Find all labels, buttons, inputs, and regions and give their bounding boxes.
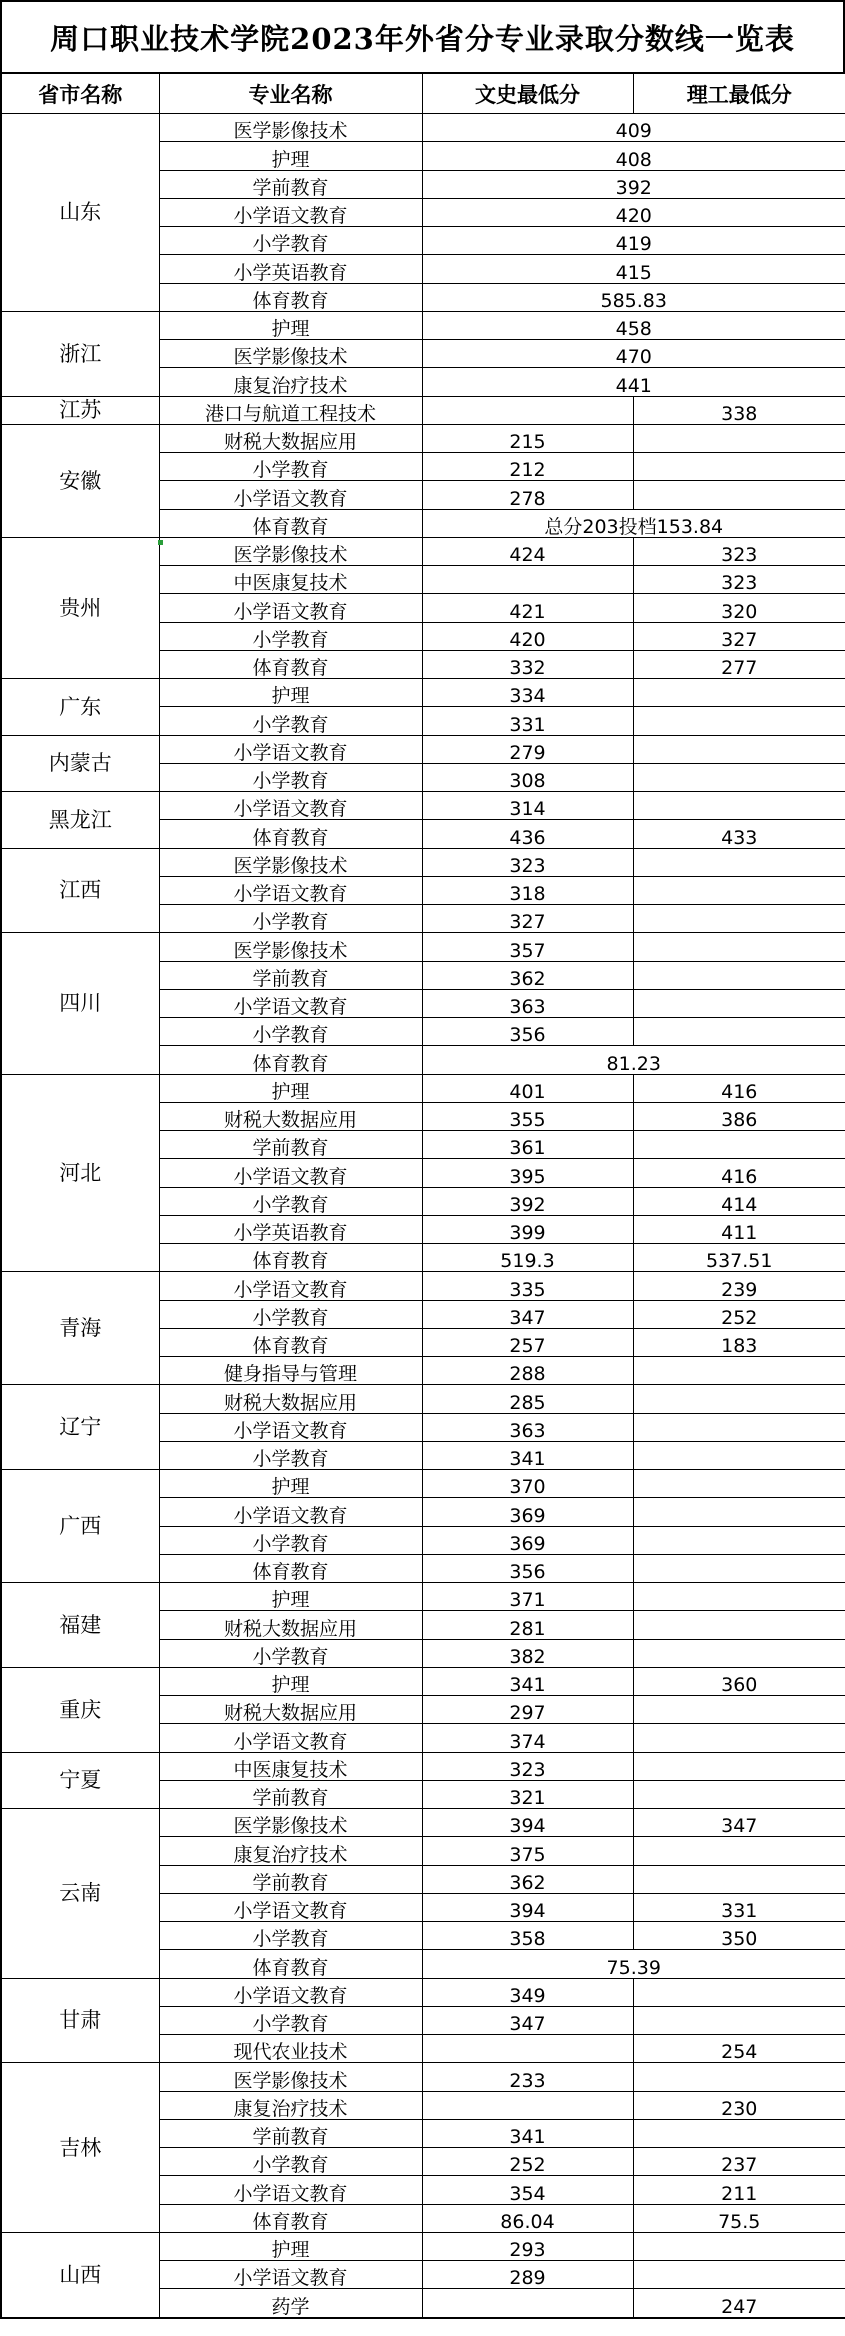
arts-score-cell (422, 2091, 633, 2119)
cell-marker (158, 540, 163, 545)
science-score-cell: 386 (633, 1102, 845, 1130)
table-row (1, 1752, 845, 1780)
arts-score-cell: 233 (422, 2063, 633, 2091)
science-score-cell: 347 (633, 1809, 845, 1837)
arts-score-cell: 357 (422, 933, 633, 961)
major-cell: 体育教育 (159, 283, 422, 311)
major-cell: 小学语文教育 (159, 1724, 422, 1752)
science-score-cell (633, 1413, 845, 1441)
province-cell: 黑龙江 (1, 792, 159, 849)
major-cell: 财税大数据应用 (159, 1102, 422, 1130)
arts-score-cell: 394 (422, 1893, 633, 1921)
province-cell: 四川 (1, 933, 159, 1074)
arts-score-cell: 297 (422, 1696, 633, 1724)
table-row (1, 735, 845, 763)
province-cell: 吉林 (1, 2063, 159, 2233)
province-cell: 辽宁 (1, 1385, 159, 1470)
header-province: 省市名称 (1, 73, 159, 114)
arts-score-cell: 335 (422, 1272, 633, 1300)
major-cell: 医学影像技术 (159, 1809, 422, 1837)
science-score-cell (633, 1865, 845, 1893)
arts-score-cell: 362 (422, 1865, 633, 1893)
science-score-cell (633, 848, 845, 876)
science-score-cell (633, 1554, 845, 1582)
major-cell: 体育教育 (159, 1328, 422, 1356)
province-cell: 安徽 (1, 424, 159, 537)
science-score-cell (633, 1018, 845, 1046)
table-row (1, 679, 845, 707)
table-row (1, 1978, 845, 2006)
major-cell: 小学教育 (159, 1639, 422, 1667)
major-cell: 医学影像技术 (159, 2063, 422, 2091)
major-cell: 学前教育 (159, 1865, 422, 1893)
science-score-cell (633, 1583, 845, 1611)
major-cell: 小学教育 (159, 1526, 422, 1554)
combined-score-cell: 458 (422, 311, 845, 339)
score-table (0, 72, 845, 2319)
province-cell: 贵州 (1, 537, 159, 678)
combined-score-cell: 585.83 (422, 283, 845, 311)
province-cell: 广西 (1, 1470, 159, 1583)
arts-score-cell (422, 566, 633, 594)
header-major: 专业名称 (159, 73, 422, 114)
science-score-cell (633, 933, 845, 961)
major-cell: 小学语文教育 (159, 1272, 422, 1300)
table-row (1, 1667, 845, 1695)
major-cell: 财税大数据应用 (159, 424, 422, 452)
science-score-cell: 416 (633, 1074, 845, 1102)
province-cell: 河北 (1, 1074, 159, 1272)
major-cell: 小学教育 (159, 1441, 422, 1469)
arts-score-cell: 285 (422, 1385, 633, 1413)
science-score-cell: 323 (633, 537, 845, 565)
arts-score-cell: 420 (422, 622, 633, 650)
science-score-cell: 254 (633, 2035, 845, 2063)
arts-score-cell: 215 (422, 424, 633, 452)
arts-score-cell: 436 (422, 820, 633, 848)
province-cell: 山东 (1, 114, 159, 312)
science-score-cell: 230 (633, 2091, 845, 2119)
major-cell: 小学教育 (159, 1922, 422, 1950)
major-cell: 小学语文教育 (159, 1159, 422, 1187)
major-cell: 健身指导与管理 (159, 1357, 422, 1385)
table-row (1, 114, 845, 142)
arts-score-cell: 212 (422, 453, 633, 481)
major-cell: 学前教育 (159, 2119, 422, 2147)
arts-score-cell (422, 2035, 633, 2063)
science-score-cell (633, 2063, 845, 2091)
major-cell: 小学语文教育 (159, 594, 422, 622)
science-score-cell: 331 (633, 1893, 845, 1921)
science-score-cell (633, 961, 845, 989)
arts-score-cell: 308 (422, 763, 633, 791)
province-cell: 甘肃 (1, 1978, 159, 2063)
science-score-cell (633, 1131, 845, 1159)
science-score-cell (633, 1357, 845, 1385)
arts-score-cell: 341 (422, 1667, 633, 1695)
arts-score-cell: 331 (422, 707, 633, 735)
table-row (1, 424, 845, 452)
table-row (1, 1470, 845, 1498)
major-cell: 中医康复技术 (159, 566, 422, 594)
major-cell: 小学语文教育 (159, 1978, 422, 2006)
major-cell: 康复治疗技术 (159, 1837, 422, 1865)
arts-score-cell: 363 (422, 1413, 633, 1441)
major-cell: 学前教育 (159, 1131, 422, 1159)
science-score-cell (633, 1441, 845, 1469)
arts-score-cell: 334 (422, 679, 633, 707)
science-score-cell (633, 763, 845, 791)
major-cell: 体育教育 (159, 1244, 422, 1272)
science-score-cell (633, 1611, 845, 1639)
science-score-cell: 75.5 (633, 2204, 845, 2232)
science-score-cell (633, 2006, 845, 2034)
major-cell: 护理 (159, 1667, 422, 1695)
science-score-cell: 338 (633, 396, 845, 424)
arts-score-cell: 361 (422, 1131, 633, 1159)
arts-score-cell: 392 (422, 1187, 633, 1215)
science-score-cell (633, 453, 845, 481)
arts-score-cell: 321 (422, 1780, 633, 1808)
major-cell: 体育教育 (159, 650, 422, 678)
combined-score-cell: 441 (422, 368, 845, 396)
arts-score-cell: 86.04 (422, 2204, 633, 2232)
major-cell: 护理 (159, 679, 422, 707)
major-cell: 港口与航道工程技术 (159, 396, 422, 424)
arts-score-cell: 293 (422, 2232, 633, 2260)
province-cell: 宁夏 (1, 1752, 159, 1809)
table-row (1, 537, 845, 565)
arts-score-cell: 424 (422, 537, 633, 565)
science-score-cell: 411 (633, 1215, 845, 1243)
arts-score-cell: 314 (422, 792, 633, 820)
major-cell: 康复治疗技术 (159, 368, 422, 396)
combined-score-cell: 81.23 (422, 1046, 845, 1074)
science-score-cell (633, 792, 845, 820)
science-score-cell (633, 1385, 845, 1413)
science-score-cell (633, 735, 845, 763)
major-cell: 学前教育 (159, 961, 422, 989)
major-cell: 小学教育 (159, 1018, 422, 1046)
major-cell: 小学教育 (159, 905, 422, 933)
major-cell: 小学教育 (159, 2148, 422, 2176)
science-score-cell: 327 (633, 622, 845, 650)
province-cell: 江苏 (1, 396, 159, 424)
science-score-cell (633, 1780, 845, 1808)
arts-score-cell: 382 (422, 1639, 633, 1667)
arts-score-cell: 257 (422, 1328, 633, 1356)
arts-score-cell: 421 (422, 594, 633, 622)
province-cell: 云南 (1, 1809, 159, 1979)
science-score-cell (633, 2119, 845, 2147)
major-cell: 中医康复技术 (159, 1752, 422, 1780)
major-cell: 小学教育 (159, 763, 422, 791)
table-row (1, 2232, 845, 2260)
science-score-cell: 433 (633, 820, 845, 848)
science-score-cell: 323 (633, 566, 845, 594)
sheet-title: 周口职业技术学院2023年外省分专业录取分数线一览表 (0, 0, 845, 72)
major-cell: 体育教育 (159, 1046, 422, 1074)
arts-score-cell: 374 (422, 1724, 633, 1752)
arts-score-cell: 369 (422, 1498, 633, 1526)
major-cell: 护理 (159, 1470, 422, 1498)
science-score-cell: 320 (633, 594, 845, 622)
major-cell: 小学语文教育 (159, 792, 422, 820)
science-score-cell: 237 (633, 2148, 845, 2176)
table-body (1, 114, 845, 2318)
science-score-cell: 414 (633, 1187, 845, 1215)
table-row (1, 1583, 845, 1611)
major-cell: 学前教育 (159, 170, 422, 198)
arts-score-cell: 323 (422, 848, 633, 876)
province-cell: 山西 (1, 2232, 159, 2317)
arts-score-cell: 363 (422, 989, 633, 1017)
combined-score-cell: 419 (422, 227, 845, 255)
arts-score-cell: 347 (422, 2006, 633, 2034)
header-arts-min: 文史最低分 (422, 73, 633, 114)
province-cell: 浙江 (1, 311, 159, 396)
science-score-cell: 360 (633, 1667, 845, 1695)
science-score-cell (633, 905, 845, 933)
table-row (1, 792, 845, 820)
science-score-cell: 183 (633, 1328, 845, 1356)
arts-score-cell: 358 (422, 1922, 633, 1950)
major-cell: 小学语文教育 (159, 1498, 422, 1526)
arts-score-cell: 519.3 (422, 1244, 633, 1272)
major-cell: 药学 (159, 2289, 422, 2318)
major-cell: 小学教育 (159, 1187, 422, 1215)
arts-score-cell: 288 (422, 1357, 633, 1385)
major-cell: 学前教育 (159, 1780, 422, 1808)
table-row (1, 1809, 845, 1837)
major-cell: 体育教育 (159, 1554, 422, 1582)
science-score-cell (633, 1724, 845, 1752)
province-cell: 广东 (1, 679, 159, 736)
science-score-cell: 277 (633, 650, 845, 678)
major-cell: 医学影像技术 (159, 340, 422, 368)
major-cell: 财税大数据应用 (159, 1385, 422, 1413)
major-cell: 小学英语教育 (159, 255, 422, 283)
arts-score-cell: 349 (422, 1978, 633, 2006)
science-score-cell (633, 481, 845, 509)
major-cell: 小学语文教育 (159, 1893, 422, 1921)
major-cell: 护理 (159, 1583, 422, 1611)
major-cell: 财税大数据应用 (159, 1611, 422, 1639)
science-score-cell (633, 424, 845, 452)
science-score-cell: 211 (633, 2176, 845, 2204)
table-row (1, 848, 845, 876)
major-cell: 医学影像技术 (159, 848, 422, 876)
arts-score-cell: 370 (422, 1470, 633, 1498)
arts-score-cell: 395 (422, 1159, 633, 1187)
major-cell: 体育教育 (159, 2204, 422, 2232)
arts-score-cell: 356 (422, 1554, 633, 1582)
science-score-cell (633, 1526, 845, 1554)
major-cell: 护理 (159, 142, 422, 170)
province-cell: 内蒙古 (1, 735, 159, 792)
major-cell: 现代农业技术 (159, 2035, 422, 2063)
major-cell: 小学教育 (159, 227, 422, 255)
table-row (1, 1074, 845, 1102)
arts-score-cell: 394 (422, 1809, 633, 1837)
major-cell: 财税大数据应用 (159, 1696, 422, 1724)
arts-score-cell: 399 (422, 1215, 633, 1243)
science-score-cell (633, 876, 845, 904)
province-cell: 重庆 (1, 1667, 159, 1752)
science-score-cell (633, 1837, 845, 1865)
arts-score-cell: 252 (422, 2148, 633, 2176)
science-score-cell: 252 (633, 1300, 845, 1328)
major-cell: 小学语文教育 (159, 198, 422, 226)
table-row (1, 933, 845, 961)
arts-score-cell: 401 (422, 1074, 633, 1102)
arts-score-cell: 369 (422, 1526, 633, 1554)
major-cell: 小学教育 (159, 453, 422, 481)
major-cell: 小学教育 (159, 707, 422, 735)
science-score-cell (633, 1470, 845, 1498)
table-row (1, 1385, 845, 1413)
major-cell: 小学教育 (159, 2006, 422, 2034)
major-cell: 康复治疗技术 (159, 2091, 422, 2119)
arts-score-cell (422, 2289, 633, 2318)
arts-score-cell: 278 (422, 481, 633, 509)
science-score-cell (633, 1752, 845, 1780)
arts-score-cell: 354 (422, 2176, 633, 2204)
major-cell: 护理 (159, 2232, 422, 2260)
major-cell: 体育教育 (159, 820, 422, 848)
arts-score-cell: 289 (422, 2261, 633, 2289)
major-cell: 小学语文教育 (159, 2261, 422, 2289)
arts-score-cell: 355 (422, 1102, 633, 1130)
arts-score-cell (422, 396, 633, 424)
science-score-cell: 247 (633, 2289, 845, 2318)
combined-score-cell: 75.39 (422, 1950, 845, 1978)
table-row (1, 1272, 845, 1300)
arts-score-cell: 323 (422, 1752, 633, 1780)
combined-score-cell: 470 (422, 340, 845, 368)
province-cell: 福建 (1, 1583, 159, 1668)
arts-score-cell: 362 (422, 961, 633, 989)
major-cell: 小学语文教育 (159, 2176, 422, 2204)
major-cell: 医学影像技术 (159, 114, 422, 142)
arts-score-cell: 327 (422, 905, 633, 933)
arts-score-cell: 318 (422, 876, 633, 904)
science-score-cell: 239 (633, 1272, 845, 1300)
arts-score-cell: 347 (422, 1300, 633, 1328)
table-row (1, 311, 845, 339)
arts-score-cell: 341 (422, 1441, 633, 1469)
table-row (1, 396, 845, 424)
science-score-cell (633, 1498, 845, 1526)
major-cell: 小学语文教育 (159, 735, 422, 763)
combined-score-cell: 392 (422, 170, 845, 198)
arts-score-cell: 375 (422, 1837, 633, 1865)
combined-score-cell: 420 (422, 198, 845, 226)
science-score-cell (633, 707, 845, 735)
science-score-cell (633, 989, 845, 1017)
science-score-cell: 350 (633, 1922, 845, 1950)
science-score-cell (633, 679, 845, 707)
combined-score-cell: 408 (422, 142, 845, 170)
arts-score-cell: 371 (422, 1583, 633, 1611)
science-score-cell (633, 2232, 845, 2260)
header-science-min: 理工最低分 (633, 73, 845, 114)
table-row (1, 2063, 845, 2091)
combined-score-cell: 415 (422, 255, 845, 283)
major-cell: 小学教育 (159, 1300, 422, 1328)
science-score-cell (633, 1696, 845, 1724)
major-cell: 小学教育 (159, 622, 422, 650)
major-cell: 小学语文教育 (159, 989, 422, 1017)
science-score-cell (633, 1978, 845, 2006)
major-cell: 小学语文教育 (159, 481, 422, 509)
major-cell: 护理 (159, 1074, 422, 1102)
science-score-cell: 416 (633, 1159, 845, 1187)
province-cell: 青海 (1, 1272, 159, 1385)
major-cell: 护理 (159, 311, 422, 339)
arts-score-cell: 279 (422, 735, 633, 763)
arts-score-cell: 341 (422, 2119, 633, 2147)
major-cell: 医学影像技术 (159, 933, 422, 961)
combined-score-cell: 409 (422, 114, 845, 142)
header-row (1, 73, 845, 114)
province-cell: 江西 (1, 848, 159, 933)
major-cell: 体育教育 (159, 509, 422, 537)
science-score-cell (633, 1639, 845, 1667)
arts-score-cell: 356 (422, 1018, 633, 1046)
major-cell: 小学语文教育 (159, 1413, 422, 1441)
major-cell: 医学影像技术 (159, 537, 422, 565)
major-cell: 小学语文教育 (159, 876, 422, 904)
arts-score-cell: 281 (422, 1611, 633, 1639)
major-cell: 体育教育 (159, 1950, 422, 1978)
science-score-cell (633, 2261, 845, 2289)
combined-score-cell: 总分203投档153.84 (422, 509, 845, 537)
arts-score-cell: 332 (422, 650, 633, 678)
major-cell: 小学英语教育 (159, 1215, 422, 1243)
science-score-cell: 537.51 (633, 1244, 845, 1272)
